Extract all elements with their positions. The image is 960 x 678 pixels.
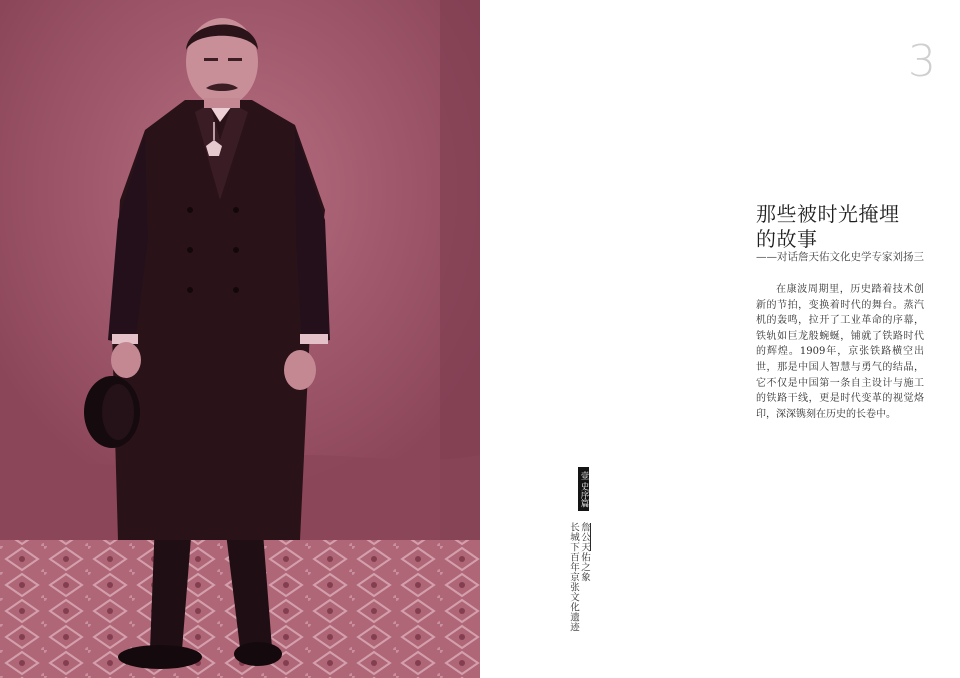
vertical-title-2: 长城下百年京张文化遗迹 bbox=[568, 522, 579, 632]
article-body: 在康波周期里，历史踏着技术创新的节拍，变换着时代的舞台。蒸汽机的轰鸣，拉开了工业革命的序幕，铁轨如巨龙般蜿蜒，铺就了铁路时代的辉煌。1909年，京张铁路横空出世，那是中国人智慧与勇气的结晶，它不仅是中国第一条自主设计与施工的铁路干线，更是时代变革的视觉烙印，深深镌刻在历史的长卷中。 bbox=[756, 284, 924, 420]
page-number: 3 bbox=[908, 36, 936, 87]
section-vertical-titles bbox=[568, 522, 590, 632]
article-title bbox=[756, 202, 936, 252]
article-subtitle: ——对话詹天佑文化史学专家刘扬三 bbox=[756, 251, 924, 263]
section-rule bbox=[590, 523, 591, 551]
title-line-1: 那些被时光掩埋 bbox=[756, 202, 900, 226]
vertical-title-1: 詹公天佑之象 bbox=[579, 522, 590, 582]
title-line-2: 的故事 bbox=[756, 227, 818, 251]
section-tag: 壹 史序篇 bbox=[578, 467, 589, 511]
